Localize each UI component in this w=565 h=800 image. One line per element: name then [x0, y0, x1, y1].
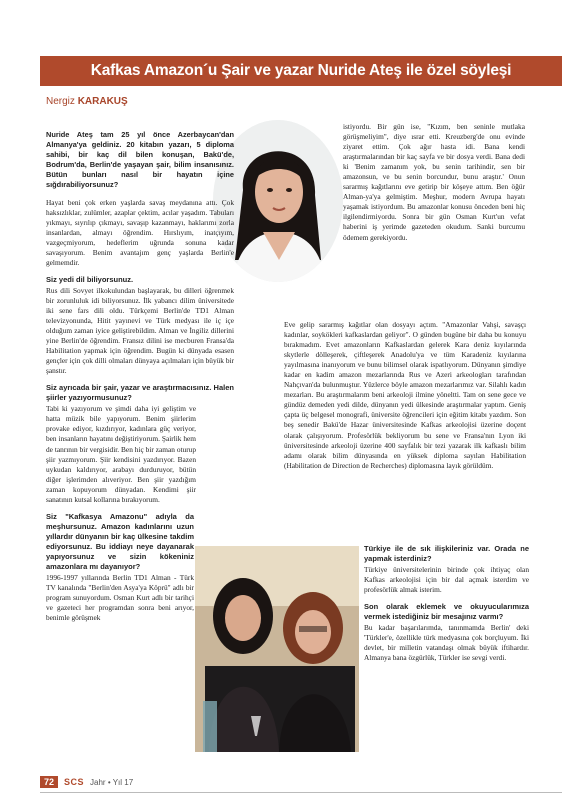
group-photo	[195, 546, 359, 752]
answer-languages: Rus dili Sovyet ilkokulundan başlayarak, bu dilleri öğrenmek bir zorunluluk idi biliyorsunuz. İlk yabancı dilim üniversitede iki sene fars dili oldu. Türkçemi Berlin'de TD1 Alman televizyonunda, Hitit yayınevi ve Türk medyası ile iç içe olduğum zaman iyice geliştirebildim. Alman ve İngiliz dillerini yine Berlin'de öğrendim. Fransız dilini ise mecburen Fransa'da Habilitation yapmak için öğrendim. Bugün ki dünyada esasen gençler için çok dilli olmaları dünyaya açılmaları için büyük bir şanstır.	[46, 285, 234, 376]
column-right-middle	[284, 320, 526, 478]
column-right-bottom	[364, 544, 529, 670]
answer-research: Eve gelip sararmış kağıtlar olan dosyayı açtım. "Amazonlar Vahşi, savaşçı kadınlar, soykökleri kafkaslardan geliyor". O günden bugüne bir daha bu konuyu bırakmadım. Evet amazonların Kafkaslardan gelerek Kara deniz kıyılarında skytlerle dölleşerek, çiftleşerek Anadolu'ya ve tüm Karadeniz kıyılarına yayılmasına inanıyorum ve bunu bilimsel olarak ispatlıyorum. Dünyanın şimdiye kadar en kadim amazon mezarlarında Rus ve Azeri arkeologları tarafından Nahçıvan'da bulunmuştur. Yüzlerce böyle amazon mezarlarımız var. Silahlı kadın mezarları. Bu araştırmalarım beni arkeoloji ilmine yöneltti. Tam on sene gece ve gündüz demeden yedi dilde, dünyanın yedi ülkesinde araştırmalar yaptım. Geniş çapta üç belgesel monografi, üniversite öğrencileri için eğitim kitabı yazdım. Son beş senedir Bakü'de Hazar üniversitesinde Kafkas arkeolojisi üzerine doçent olarak çalışıyorum. Profesörlük bekliyorum bu sene ve Fransa'nın Lyon iki üniversitesinde arkeoloji üzerine 400 sayfalık bir tezi yazarak ilk kafkaslı bilim adamı olarak bilim dünyasında en yüksek diploma sayılan Habilitation (Habilitation de Direction de Recherches) diplomasına layık görüldüm.	[284, 320, 526, 470]
question-message: Son olarak eklemek ve okuyucularımıza vermek istediğiniz bir mesajınız varmı?	[364, 602, 529, 622]
title-banner	[40, 56, 562, 86]
question-amazon: Siz "Kafkasya Amazonu" adıyla da meşhursunuz. Amazon kadınlarını uzun yıllardır dünyanın bir kaç ülkesine takdim ediyorsunuz. Bu iddiayı neye dayanarak yapıyorsunuz ve sizin kökeniniz amazonlara mı dayanıyor?	[46, 511, 194, 571]
author-first-name: Nergiz	[46, 96, 75, 107]
column-right-top	[343, 122, 525, 250]
page-number: 72	[40, 776, 58, 788]
answer-message: Bu kadar başarılarımda, tanınmamda Berlin' deki 'Türkler'e, özellikle türk medyasına çok borçluyum. İki devlet, bir milletin vatandaşı olmak büyük iftihardır. Almanya bana özgürlük, Türkler ise sevgi verdi.	[364, 623, 529, 663]
question-turkey: Türkiye ile de sık ilişkileriniz var. Orada ne yapmak isterdiniz?	[364, 544, 529, 563]
question-languages: Siz yedi dil biliyorsunuz.	[46, 274, 134, 284]
author-byline	[46, 96, 128, 107]
intro-question: Nuride Ateş tam 25 yıl önce Azerbaycan'dan Almanya'ya geldiniz. 20 kitabın yazarı, 5 diploma sahibi, bir kaç dil bilen konuşan, Bakü'de, Bodrum'da, Berlin'de yaşayan şair, bilim insanısınız. Bütün bunları nasıl bir hayatın içine sığdırabiliyorsunuz?	[46, 130, 234, 190]
magazine-logo: SCS	[64, 777, 85, 787]
footer-divider	[40, 792, 562, 793]
page-footer	[40, 776, 133, 788]
answer-poetry: Tabi ki yazıyorum ve şimdi daha iyi geliştim ve hatta müzik bile yapıyorum. Benim şiirlerim provake ediyor, kızdırıyor, kadınlara güç veriyor, ben insanların hayatını değiştiriyorum. Şairlik hem de tanrının bir vergisidir. Ben hiç bir zaman oturup şiir yazmıyorum. Şiir kendisini yazdırıyor. Bazen uykudan kaldırıyor, arabayı durduruyor, bütün diğer işlerimden alıveriyor. Ben şiir yazdığım zaman kopuyorum dünyadan. Kendimi şiir sanatının kutsal kollarına bırakıyorum.	[46, 404, 196, 504]
answer-turkey: Türkiye üniversitelerinin birinde çok ihtiyaç olan Kafkas arkeolojisi için bir dal açmak isterdim ve profesörlük almak isterim.	[364, 565, 529, 595]
issue-info: Jahr • Yıl 17	[90, 777, 134, 787]
answer-amazon-continued: istiyordu. Bir gün ise, "Kızım, ben seninle mutlaka görüşmeliyim", diye ısrar etti. Kreuzberg'de onu evinde ziyaret ettim. Çok ağır hasta idi. Bana kendi araştırmalarından bir kaç sayfa ve bir dosya verdi. Bana dedi ki 'Benim zamanım yok, bu senin tarihindir, sen bir amazonsun, ve bu senin borcundur, bunu araştır.' Onun sararmış kağıtlarını eve getirip bir köşeye attım. Ben öğür Alman-ya'ya gelmiştim. Meşhur, modern Avrupa hayatı yaşamak istiyordum. Bu amazonlar konusu önceden beni hiç ilgilendirmiyordu. Sonra bir gün Osman Kurt'un vefat haberini iş yerimde gazeteden okudum. Sanki burcumu ödemem gerekiyordu.	[343, 122, 525, 242]
answer-amazon: 1996-1997 yıllarında Berlin TD1 Alman - Türk TV kanalında "Berlin'den Asya'ya Köprü" adlı bir program sunuyordum. Osman Kurt adlı bir tarihçi ve gazeteci her programdan sonra beni arıyor, benimle görüşmek	[46, 572, 194, 622]
question-poetry: Siz ayrıcada bir şair, yazar ve araştırmacısınız. Halen şiirler yazıyormusunuz?	[46, 383, 234, 403]
page-title: Kafkas Amazon´u Şair ve yazar Nuride Ateş ile özel söyleşi	[90, 62, 512, 79]
answer-1: Hayat beni çok erken yaşlarda savaş meydanına attı. Çok haksızlıklar, zulümler, azaplar çektim, acılar yaşadım. Tabuları yıkmayı, sıyrılıp çıkmayı, savaşıp kazanmayı, haklarımı zorla insanlardan, almayı öğrendim. Hırslıyım, inatçıyım, vazgeçmiyorum, hedeflerim uğrunda sonuna kadar savaşıyorum. Benim avantajım genç yaşlarda Berlin'e gelmemdir.	[46, 197, 234, 267]
author-last-name: KARAKUŞ	[77, 96, 128, 107]
